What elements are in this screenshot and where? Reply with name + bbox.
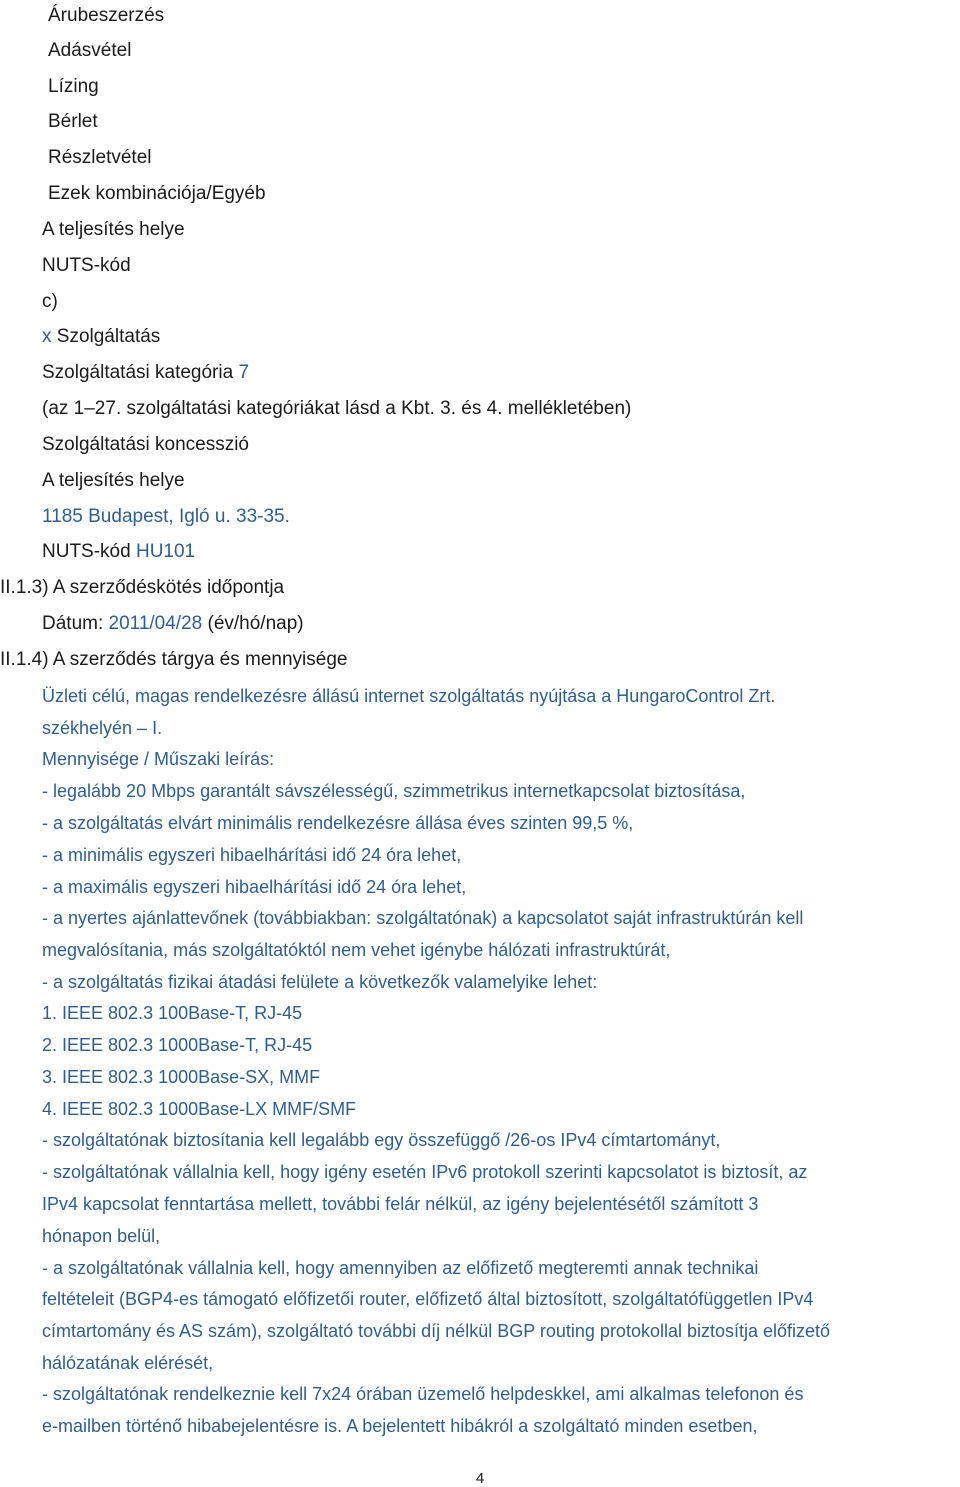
document-line bbox=[48, 4, 164, 28]
line-value: 4. IEEE 802.3 1000Base-LX MMF/SMF bbox=[42, 1099, 357, 1119]
line-value: hálózatának elérését, bbox=[42, 1353, 214, 1373]
document-line bbox=[42, 970, 597, 994]
line-label: Szolgáltatási koncesszió bbox=[42, 434, 249, 455]
document-line bbox=[0, 648, 347, 672]
document-line bbox=[48, 75, 99, 99]
document-line bbox=[42, 1160, 807, 1184]
line-label: Dátum: bbox=[42, 613, 109, 634]
line-value: - a maximális egyszeri hibaelhárítási idő 24 óra lehet, bbox=[42, 877, 467, 897]
document-line bbox=[42, 1033, 312, 1057]
line-label: c) bbox=[42, 291, 58, 312]
line-label: Adásvétel bbox=[48, 40, 132, 61]
document-line bbox=[42, 325, 160, 349]
line-label: Részletvétel bbox=[48, 147, 152, 168]
line-label: Ezek kombinációja/Egyéb bbox=[48, 183, 266, 204]
line-label: Lízing bbox=[48, 76, 99, 97]
line-value: - legalább 20 Mbps garantált sávszélességű, szimmetrikus internetkapcsolat biztosítása, bbox=[42, 781, 746, 801]
line-value: - a szolgáltatás elvárt minimális rendelkezésre állása éves szinten 99,5 %, bbox=[42, 813, 634, 833]
document-line bbox=[42, 254, 131, 278]
document-line bbox=[42, 875, 466, 899]
line-value: 3. IEEE 802.3 1000Base-SX, MMF bbox=[42, 1067, 321, 1087]
line-label: II.1.4) A szerződés tárgya és mennyisége bbox=[0, 649, 348, 670]
line-label: A teljesítés helye bbox=[42, 219, 185, 240]
line-value: - a szolgáltatás fizikai átadási felülete a következők valamelyike lehet: bbox=[42, 972, 598, 992]
line-value: címtartomány és AS szám), szolgáltató további díj nélkül BGP routing protokollal biztosítja előfizető bbox=[42, 1321, 831, 1341]
checkbox-mark: x bbox=[42, 326, 52, 347]
document-line bbox=[42, 612, 304, 636]
line-label: A teljesítés helye bbox=[42, 470, 185, 491]
document-line bbox=[48, 182, 266, 206]
line-value: 7 bbox=[238, 362, 250, 383]
line-label: Szolgáltatási kategória bbox=[42, 362, 239, 383]
document-line bbox=[48, 39, 131, 63]
line-label: Bérlet bbox=[48, 111, 98, 132]
line-value: megvalósítania, más szolgáltatóktól nem vehet igénybe hálózati infrastruktúrát, bbox=[42, 940, 671, 960]
document-line bbox=[42, 1256, 758, 1280]
document-line bbox=[42, 938, 670, 962]
line-label: (az 1–27. szolgáltatási kategóriákat lásd a Kbt. 3. és 4. mellékletében) bbox=[42, 398, 632, 419]
document-line bbox=[42, 1097, 356, 1121]
line-value: - a nyertes ajánlattevőnek (továbbiakban: szolgáltatónak) a kapcsolatot saját infrastruktúrán kell bbox=[42, 908, 804, 928]
line-value: - a minimális egyszeri hibaelhárítási idő 24 óra lehet, bbox=[42, 845, 462, 865]
document-line bbox=[42, 361, 249, 385]
line-value: Mennyisége / Műszaki leírás: bbox=[42, 749, 275, 769]
line-value: 2011/04/28 bbox=[108, 613, 203, 634]
document-line bbox=[42, 811, 633, 835]
document-line bbox=[42, 505, 290, 529]
line-value: HU101 bbox=[135, 541, 196, 562]
document-line bbox=[42, 540, 195, 564]
line-label: NUTS-kód bbox=[42, 541, 136, 562]
document-line bbox=[42, 1192, 758, 1216]
line-value: 1185 Budapest, Igló u. 33-35. bbox=[42, 506, 290, 527]
line-label: Szolgáltatás bbox=[51, 326, 161, 347]
document-line bbox=[42, 290, 58, 314]
document-line bbox=[42, 1319, 830, 1343]
line-value: - szolgáltatónak rendelkeznie kell 7x24 órában üzemelő helpdeskkel, ami alkalmas telefonon és bbox=[42, 1384, 804, 1404]
document-line bbox=[42, 397, 631, 421]
document-line bbox=[42, 1065, 320, 1089]
document-line bbox=[0, 576, 284, 600]
line-value: - szolgáltatónak vállalnia kell, hogy igény esetén IPv6 protokoll szerinti kapcsolatot is biztosít, az bbox=[42, 1162, 808, 1182]
line-value: 2. IEEE 802.3 1000Base-T, RJ-45 bbox=[42, 1035, 313, 1055]
line-value: e-mailben történő hibabejelentésre is. A bejelentett hibákról a szolgáltató minden esetben, bbox=[42, 1416, 758, 1436]
document-line bbox=[42, 779, 745, 803]
document-line bbox=[42, 843, 461, 867]
line-value: 1. IEEE 802.3 100Base-T, RJ-45 bbox=[42, 1003, 303, 1023]
document-line bbox=[42, 1128, 720, 1152]
line-value: Üzleti célú, magas rendelkezésre állású internet szolgáltatás nyújtása a HungaroControl Zrt. bbox=[42, 686, 776, 706]
line-label: NUTS-kód bbox=[42, 255, 131, 276]
document-line bbox=[42, 684, 775, 708]
document-line bbox=[42, 1224, 160, 1248]
document-line bbox=[42, 716, 162, 740]
line-suffix: (év/hó/nap) bbox=[202, 613, 304, 634]
line-value: feltételeit (BGP4-es támogató előfizetői router, előfizető által biztosított, szolgáltatófüggetlen IPv4 bbox=[42, 1289, 814, 1309]
page-number: 4 bbox=[475, 1470, 485, 1487]
line-value: - a szolgáltatónak vállalnia kell, hogy amennyiben az előfizető megteremti annak technikai bbox=[42, 1258, 759, 1278]
document-line bbox=[42, 433, 249, 457]
document-line bbox=[48, 146, 152, 170]
line-value: székhelyén – I. bbox=[42, 718, 163, 738]
line-label: II.1.3) A szerződéskötés időpontja bbox=[0, 577, 285, 598]
document-line bbox=[42, 1414, 757, 1438]
line-value: - szolgáltatónak biztosítania kell legalább egy összefüggő /26-os IPv4 címtartományt, bbox=[42, 1130, 721, 1150]
document-line bbox=[42, 747, 274, 771]
line-value: hónapon belül, bbox=[42, 1226, 161, 1246]
line-value: IPv4 kapcsolat fenntartása mellett, további felár nélkül, az igény bejelentésétől számított 3 bbox=[42, 1194, 759, 1214]
document-line bbox=[42, 1287, 813, 1311]
document-line bbox=[42, 469, 185, 493]
document-line bbox=[42, 906, 803, 930]
document-line bbox=[48, 110, 98, 134]
document-line bbox=[42, 1351, 213, 1375]
document-line bbox=[42, 218, 185, 242]
document-line bbox=[42, 1001, 302, 1025]
document-line bbox=[42, 1382, 803, 1406]
line-label: Árubeszerzés bbox=[48, 5, 165, 26]
